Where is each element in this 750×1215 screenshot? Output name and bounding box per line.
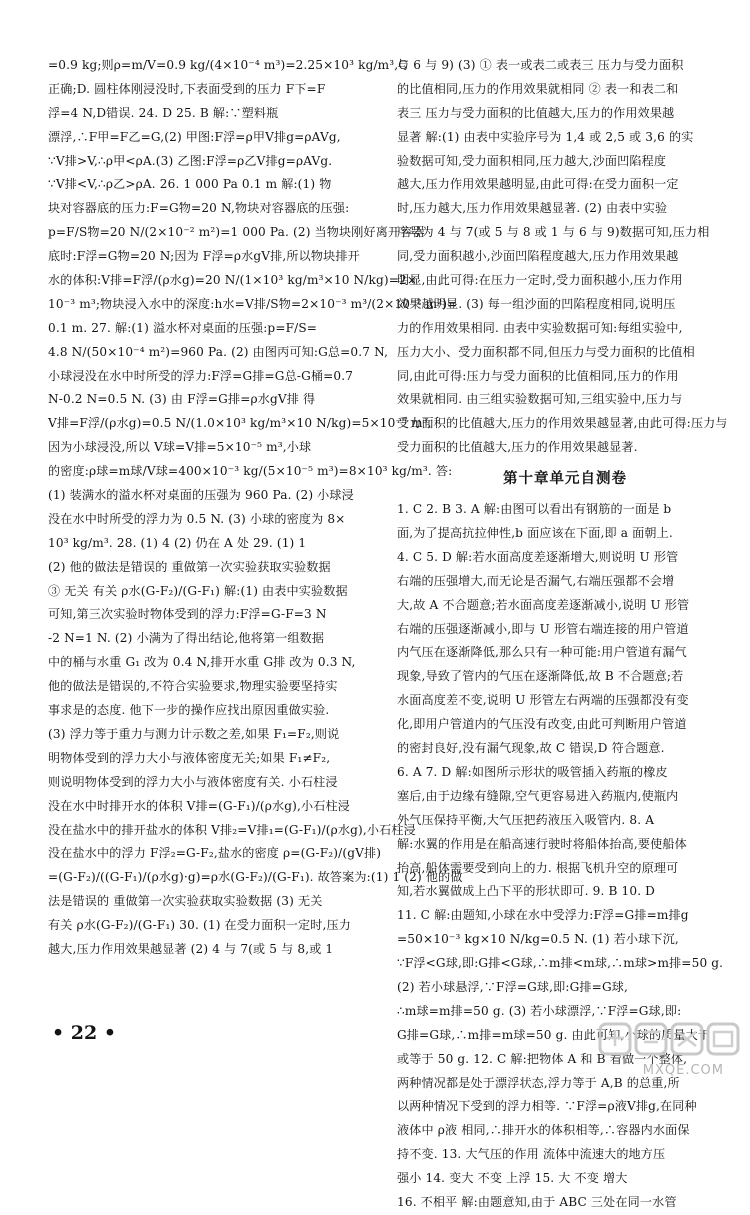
text-line: 的密封良好,没有漏气现象,故 C 错误,D 符合题意. [397,741,665,756]
text-line: 受力面积的比值越大,压力的作用效果越显著,由此可得:压力与 [397,416,728,431]
text-line: 序号为 4 与 7(或 5 与 8 或 1 与 6 与 9)数据可知,压力相 [397,225,710,240]
text-line: 大,故 A 不合题意;若水面高度差逐渐减小,说明 U 形管 [397,597,690,612]
text-line: 时,压力越大,压力作用效果越显著. (2) 由表中实验 [397,201,668,216]
text-line: N-0.2 N=0.5 N. (3) 由 F浮=G排=ρ水gV排 得 [48,392,316,407]
text-line: 越大,压力作用效果越明显,由此可得:在受力面积一定 [397,177,679,192]
text-line: 4. C 5. D 解:若水面高度差逐渐增大,则说明 U 形管 [397,549,679,564]
text-line: 与 6 与 9) (3) ① 表一或表二或表三 压力与受力面积 [397,58,684,72]
text-line: 正确;D. 圆柱体刚浸没时,下表面受到的压力 F下=F [48,81,326,96]
text-line: 表三 压力与受力面积的比值越大,压力的作用效果越 [397,105,675,120]
text-line: 没在盐水中的排开盐水的体积 V排₂=V排₁=(G-F₁)/(ρ水g),小石柱浸 [48,822,416,837]
text-line: 右端的压强逐渐减小,即与 U 形管右端连接的用户管道 [397,621,689,636]
page-number: • 22 • [52,1022,116,1044]
text-line: 知,若水翼做成上凸下平的形状即可. 9. B 10. D [397,884,656,899]
text-line: 0.1 m. 27. 解:(1) 溢水杯对桌面的压强:p=F/S= [48,320,318,335]
text-line: ③ 无关 有关 ρ水(G-F₂)/(G-F₁) 解:(1) 由表中实验数据 [48,583,348,598]
text-line: 11. C 解:由题知,小球在水中受浮力:F浮=G排=m排g [397,908,689,923]
left-column [48,54,463,962]
text-line: 同,受力面积越小,沙面凹陷程度越大,压力作用效果越 [397,249,679,264]
text-line: ∴m球=m排=50 g. (3) 若小球漂浮,∵F浮=G球,即: [397,1003,682,1018]
text-line: 则说明物体受到的浮力大小与液体密度有关. 小石柱浸 [48,774,338,789]
text-line: 小球浸没在水中时所受的浮力:F浮=G排=G总-G桶=0.7 [48,368,354,383]
text-line: 底时:F浮=G物=20 N;因为 F浮=ρ水gV排,所以物块排开 [48,249,360,264]
text-line: 他的做法是错误的,不符合实验要求,物理实验要坚持实 [48,679,338,694]
text-line: 的密度:ρ球=m球/V球=400×10⁻³ kg/(5×10⁻⁵ m³)=8×10³ kg/m³. 答: [48,464,453,479]
text-line: 面,为了提高抗拉伸性,b 面应该在下面,即 a 面朝上. [397,526,673,541]
text-line: 外气压保持平衡,大气压把药液压入吸管内. 8. A [397,812,655,827]
text-line: 明显,由此可得:在压力一定时,受力面积越小,压力作用 [397,273,683,288]
text-line: (2) 他的做法是错误的 重做第一次实验获取实验数据 [48,559,331,574]
text-line: (3) 浮力等于重力与测力计示数之差,如果 F₁=F₂,则说 [48,726,340,741]
text-line: 验数据可知,受力面积相同,压力越大,沙面凹陷程度 [397,153,667,168]
text-line: 有关 ρ水(G-F₂)/(G-F₁) 30. (1) 在受力面积一定时,压力 [48,918,351,933]
text-line: 以两种情况下受到的浮力相等. ∵F浮=ρ液V排g,在同种 [397,1099,697,1114]
text-line: ∵F浮<G球,即:G排<G球,∴m排<m球,∴m球>m排=50 g. [397,956,724,971]
text-line: 事求是的态度. 他下一步的操作应找出原因重做实验. [48,703,330,718]
text-line: 显著 解:(1) 由表中实验序号为 1,4 或 2,5 或 3,6 的实 [397,129,694,144]
text-line: 力的作用效果相同. 由表中实验数据可知:每组实验中, [397,320,683,335]
text-line: -2 N=1 N. (2) 小满为了得出结论,他将第一组数据 [48,631,325,646]
text-line: 10³ kg/m³. 28. (1) 4 (2) 仍在 A 处 29. (1) 1 [48,535,307,550]
text-line: (2) 若小球悬浮,∵F浮=G球,即:G排=G球, [397,979,629,994]
text-line: 效果越明显. (3) 每一组沙面的凹陷程度相同,说明压 [397,296,676,311]
text-line: ∵V排>V,∴ρ甲<ρA.(3) 乙图:F浮=ρ乙V排g=ρAVg. [48,153,333,168]
text-line: 抬高,船体需要受到向上的力. 根据飞机升空的原理可 [397,860,679,875]
text-line: 同,由此可得:压力与受力面积的比值相同,压力的作用 [397,368,679,383]
text-line: 中的桶与水重 G₁ 改为 0.4 N,排开水重 G排 改为 0.3 N, [48,655,356,670]
text-line: 的比值相同,压力的作用效果就相同 ② 表一和表二和 [397,81,679,96]
text-line: p=F/S物=20 N/(2×10⁻² m²)=1 000 Pa. (2) 当物块刚好离开容器 [48,225,425,240]
text-line: G排=G球,∴m排=m球=50 g. 由此可知,小球的质量大于 [397,1027,711,1042]
text-line: 内气压在逐渐降低,那么只有一种可能:用户管道有漏气 [397,645,687,660]
text-line: 块对容器底的压力:F=G物=20 N,物块对容器底的压强: [48,201,350,216]
text-line: (1) 装满水的溢水杯对桌面的压强为 960 Pa. (2) 小球浸 [48,488,354,503]
text-line: 浮=4 N,D错误. 24. D 25. B 解:∵塑料瓶 [48,105,279,120]
text-line: 化,即用户管道内的气压没有改变,由此可判断用户管道 [397,717,687,732]
text-line: 水面高度差不变,说明 U 形管左右两端的压强都没有变 [397,693,689,708]
text-line: 或等于 50 g. 12. C 解:把物体 A 和 B 看做一个整体, [397,1051,688,1066]
text-line: 法是错误的 重做第一次实验获取实验数据 (3) 无关 [48,894,323,909]
text-line: 没在水中时排开水的体积 V排=(G-F₁)/(ρ水g),小石柱浸 [48,798,350,813]
text-line: 受力面积的比值越大,压力的作用效果越显著. [397,440,638,455]
text-line: 强小 14. 变大 不变 上浮 15. 大 不变 增大 [397,1171,628,1186]
text-line: =50×10⁻³ kg×10 N/kg=0.5 N. (1) 若小球下沉, [397,932,679,947]
text-line: 可知,第三次实验时物体受到的浮力:F浮=G-F=3 N [48,607,327,622]
text-line: =0.9 kg;则ρ=m/V=0.9 kg/(4×10⁻⁴ m³)=2.25×10³ kg/m³,C [48,58,408,72]
text-line: 4.8 N/(50×10⁻⁴ m²)=960 Pa. (2) 由图丙可知:G总=0.7 N, [48,344,389,359]
text-line: 现象,导致了管内的气压在逐渐降低,故 B 不合题意;若 [397,669,684,684]
text-line: 漂浮,∴F甲=F乙=G,(2) 甲图:F浮=ρ甲V排g=ρAVg, [48,129,341,144]
text-line: 效果就相同. 由三组实验数据可知,三组实验中,压力与 [397,392,683,407]
text-line: 16. 不相平 解:由题意知,由于 ABC 三处在同一水管 [397,1194,677,1209]
text-line: 右端的压强增大,而无论是否漏气,右端压强都不会增 [397,573,675,588]
text-line: V排=F浮/(ρ水g)=0.5 N/(1.0×10³ kg/m³×10 N/kg)=5×10⁻⁵ m³, [48,416,432,431]
text-line: 压力大小、受力面积都不同,但压力与受力面积的比值相 [397,344,695,359]
text-line: 解:水翼的作用是在船高速行驶时将船体抬高,要使船体 [397,836,687,851]
text-line: 1. C 2. B 3. A 解:由图可以看出有钢筋的一面是 b [397,502,672,517]
text-line: 持不变. 13. 大气压的作用 流体中流速大的地方压 [397,1147,666,1162]
text-line: 水的体积:V排=F浮/(ρ水g)=20 N/(1×10³ kg/m³×10 N/kg)=2× [48,273,418,288]
text-line: 明物体受到的浮力大小与液体密度无关;如果 F₁≠F₂, [48,750,331,765]
text-line: 因为小球浸没,所以 V球=V排=5×10⁻⁵ m³,小球 [48,440,312,455]
text-line: =(G-F₂)/((G-F₁)/(ρ水g)·g)=ρ水(G-F₂)/(G-F₁). 故答案为:(1) 1 (2) 他的做 [48,870,463,885]
text-line: 越大,压力作用效果越显著 (2) 4 与 7(或 5 与 8,或 1 [48,941,334,956]
text-line: 没在盐水中的浮力 F浮₂=G-F₂,盐水的密度 ρ=(G-F₂)/(gV排) [48,846,382,861]
watermark-text: MXQE.COM [642,1063,724,1078]
text-line: 没在水中时所受的浮力为 0.5 N. (3) 小球的密度为 8× [48,511,346,526]
text-line: ∵V排<V,∴ρ乙>ρA. 26. 1 000 Pa 0.1 m 解:(1) 物 [48,177,332,192]
text-line: 6. A 7. D 解:如图所示形状的吸管插入药瓶的橡皮 [397,764,668,779]
section-title: 第十章单元自测卷 [503,470,627,488]
watermark [592,1018,742,1084]
text-line: 液体中 ρ液 相同,∴排开水的体积相等,∴容器内水面保 [397,1123,690,1138]
text-line: 10⁻³ m³;物块浸入水中的深度:h水=V排/S物=2×10⁻³ m³/(2×10⁻² m²)= [48,296,458,311]
text-line: 塞后,由于边缘有缝隙,空气更容易进入药瓶内,使瓶内 [397,788,679,803]
text-line: 两种情况都是处于漂浮状态,浮力等于 A,B 的总重,所 [397,1075,680,1090]
